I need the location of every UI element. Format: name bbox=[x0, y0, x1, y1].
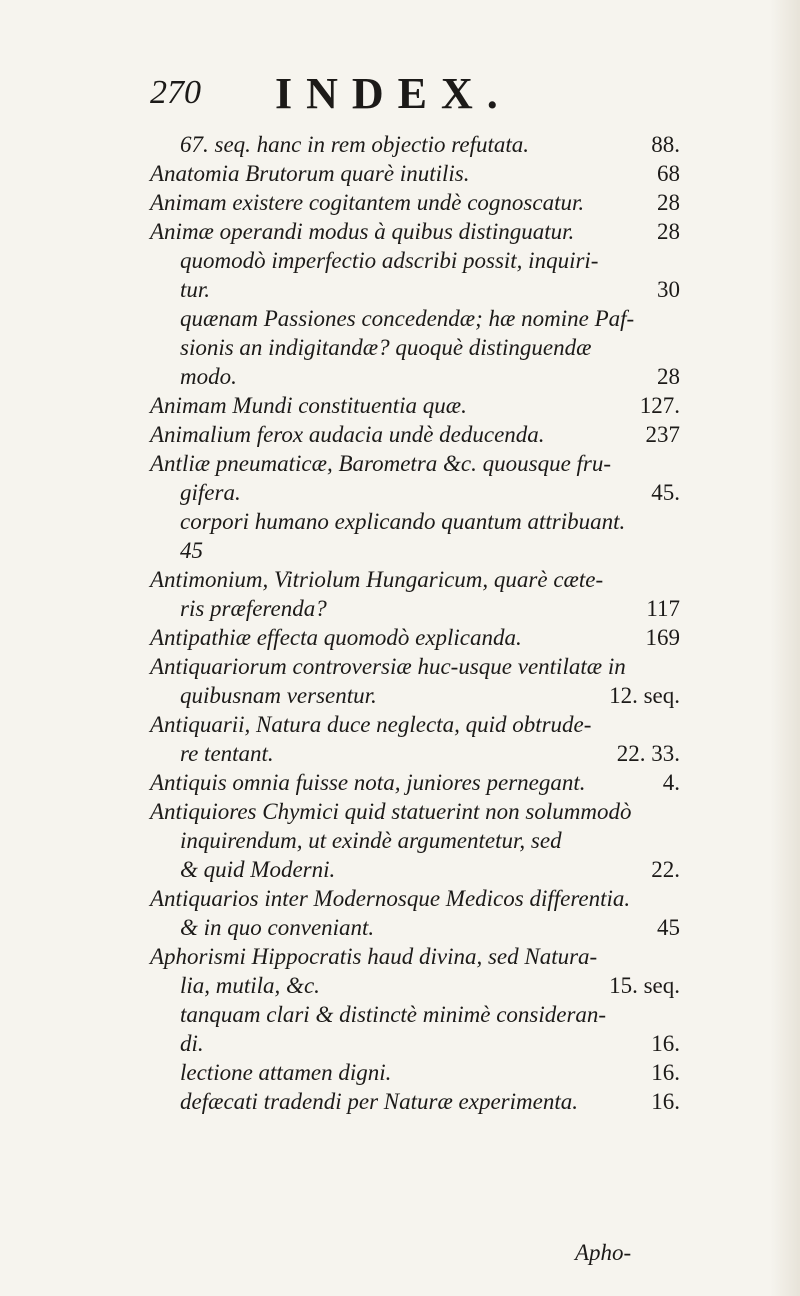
index-line bbox=[150, 681, 680, 710]
index-page-ref: 12. seq. bbox=[609, 683, 680, 708]
index-line bbox=[150, 1058, 680, 1087]
index-entry-text: Antiquarios inter Modernosque Medicos differentia. bbox=[150, 886, 631, 911]
index-page-ref: 28 bbox=[657, 219, 680, 244]
index-line bbox=[150, 246, 680, 275]
page-header bbox=[150, 68, 670, 118]
index-entry-text: sionis an indigitandæ? quoquè distinguendæ bbox=[180, 335, 592, 360]
index-entry-text: tanquam clari & distinctè minimè consideran- bbox=[180, 1002, 607, 1027]
index-entry-text: modo. bbox=[180, 364, 237, 389]
index-entry-text: Animalium ferox audacia undè deducenda. bbox=[150, 422, 545, 447]
index-page-ref: 169 bbox=[645, 625, 680, 650]
index-line bbox=[150, 333, 680, 362]
index-entry-text: Animæ operandi modus à quibus distinguatur. bbox=[150, 219, 575, 244]
index-entry-text: & in quo conveniant. bbox=[180, 915, 375, 940]
index-entry-text: Anatomia Brutorum quarè inutilis. bbox=[150, 161, 470, 186]
index-entry-text: Antiquariorum controversiæ huc-usque ventilatæ in bbox=[150, 654, 626, 679]
index-line bbox=[150, 536, 680, 565]
index-entry-text: lia, mutila, &c. bbox=[180, 973, 320, 998]
index-entry-text: defæcati tradendi per Naturæ experimenta. bbox=[180, 1089, 578, 1114]
index-line bbox=[150, 739, 680, 768]
index-line bbox=[150, 1000, 680, 1029]
index-page-ref: 30 bbox=[657, 277, 680, 302]
index-line bbox=[150, 855, 680, 884]
index-page-ref: 117 bbox=[646, 596, 680, 621]
index-entry-text: quænam Passiones concedendæ; hæ nomine Paf- bbox=[180, 306, 635, 331]
index-line bbox=[150, 420, 680, 449]
running-head: INDEX. bbox=[275, 69, 512, 118]
index-line bbox=[150, 391, 680, 420]
index-entry-text: Animam existere cogitantem undè cognoscatur. bbox=[150, 190, 585, 215]
index-line bbox=[150, 159, 680, 188]
index-line bbox=[150, 449, 680, 478]
index-entry-text: & quid Moderni. bbox=[180, 857, 336, 882]
index-line bbox=[150, 217, 680, 246]
index-line bbox=[150, 1087, 680, 1116]
index-entries bbox=[150, 130, 680, 1116]
index-page-ref: 16. bbox=[651, 1060, 680, 1085]
index-entry-text: 67. seq. hanc in rem objectio refutata. bbox=[180, 132, 529, 157]
index-line bbox=[150, 130, 680, 159]
index-line bbox=[150, 594, 680, 623]
index-line bbox=[150, 913, 680, 942]
index-entry-text: quomodò imperfectio adscribi possit, inquiri- bbox=[180, 248, 599, 273]
index-entry-text: ris præferenda? bbox=[180, 596, 327, 621]
index-line bbox=[150, 188, 680, 217]
index-entry-text: tur. bbox=[180, 277, 211, 302]
index-entry-text: Animam Mundi constituentia quæ. bbox=[150, 393, 467, 418]
index-page-ref: 45 bbox=[657, 915, 680, 940]
index-page-ref: 28 bbox=[657, 364, 680, 389]
index-page-ref: 28 bbox=[657, 190, 680, 215]
index-line bbox=[150, 884, 680, 913]
index-entry-text: Antliæ pneumaticæ, Barometra &c. quousque fru- bbox=[150, 451, 612, 476]
index-entry-text: Antipathiæ effecta quomodò explicanda. bbox=[150, 625, 522, 650]
page-number: 270 bbox=[150, 74, 201, 111]
index-entry-text: inquirendum, ut exindè argumentetur, sed bbox=[180, 828, 562, 853]
index-page-ref: 15. seq. bbox=[609, 973, 680, 998]
index-page-ref: 127. bbox=[639, 393, 680, 418]
index-line bbox=[150, 797, 680, 826]
index-entry-text: 45 bbox=[180, 538, 203, 563]
index-line bbox=[150, 971, 680, 1000]
index-line bbox=[150, 826, 680, 855]
index-entry-text: Antiquiores Chymici quid statuerint non solummodò bbox=[150, 799, 632, 824]
index-line bbox=[150, 710, 680, 739]
index-page-ref: 22. bbox=[651, 857, 680, 882]
index-line bbox=[150, 275, 680, 304]
index-line bbox=[150, 652, 680, 681]
index-page-ref: 45. bbox=[651, 480, 680, 505]
index-line bbox=[150, 623, 680, 652]
index-entry-text: Antiquis omnia fuisse nota, juniores pernegant. bbox=[150, 770, 586, 795]
index-line bbox=[150, 362, 680, 391]
index-entry-text: Antimonium, Vitriolum Hungaricum, quarè cæte- bbox=[150, 567, 604, 592]
index-page-ref: 68 bbox=[657, 161, 680, 186]
page-edge-shadow bbox=[770, 0, 800, 1296]
index-line bbox=[150, 304, 680, 333]
index-line bbox=[150, 565, 680, 594]
index-entry-text: Aphorismi Hippocratis haud divina, sed Natura- bbox=[150, 944, 598, 969]
index-entry-text: Antiquarii, Natura duce neglecta, quid obtrude- bbox=[150, 712, 592, 737]
index-line bbox=[150, 507, 680, 536]
catchword: Apho- bbox=[575, 1240, 632, 1265]
index-entry-text: di. bbox=[180, 1031, 204, 1056]
index-entry-text: lectione attamen digni. bbox=[180, 1060, 392, 1085]
index-page-ref: 88. bbox=[651, 132, 680, 157]
index-page-ref: 237 bbox=[645, 422, 680, 447]
index-line bbox=[150, 478, 680, 507]
index-entry-text: quibusnam versentur. bbox=[180, 683, 377, 708]
index-page-ref: 4. bbox=[662, 770, 680, 795]
index-entry-text: corpori humano explicando quantum attribuant. bbox=[180, 509, 626, 534]
index-page-ref: 16. bbox=[651, 1089, 680, 1114]
index-line bbox=[150, 942, 680, 971]
index-entry-text: gifera. bbox=[180, 480, 241, 505]
index-line bbox=[150, 1029, 680, 1058]
index-entry-text: re tentant. bbox=[180, 741, 274, 766]
index-page-ref: 22. 33. bbox=[616, 741, 680, 766]
index-page-ref: 16. bbox=[651, 1031, 680, 1056]
index-line bbox=[150, 768, 680, 797]
